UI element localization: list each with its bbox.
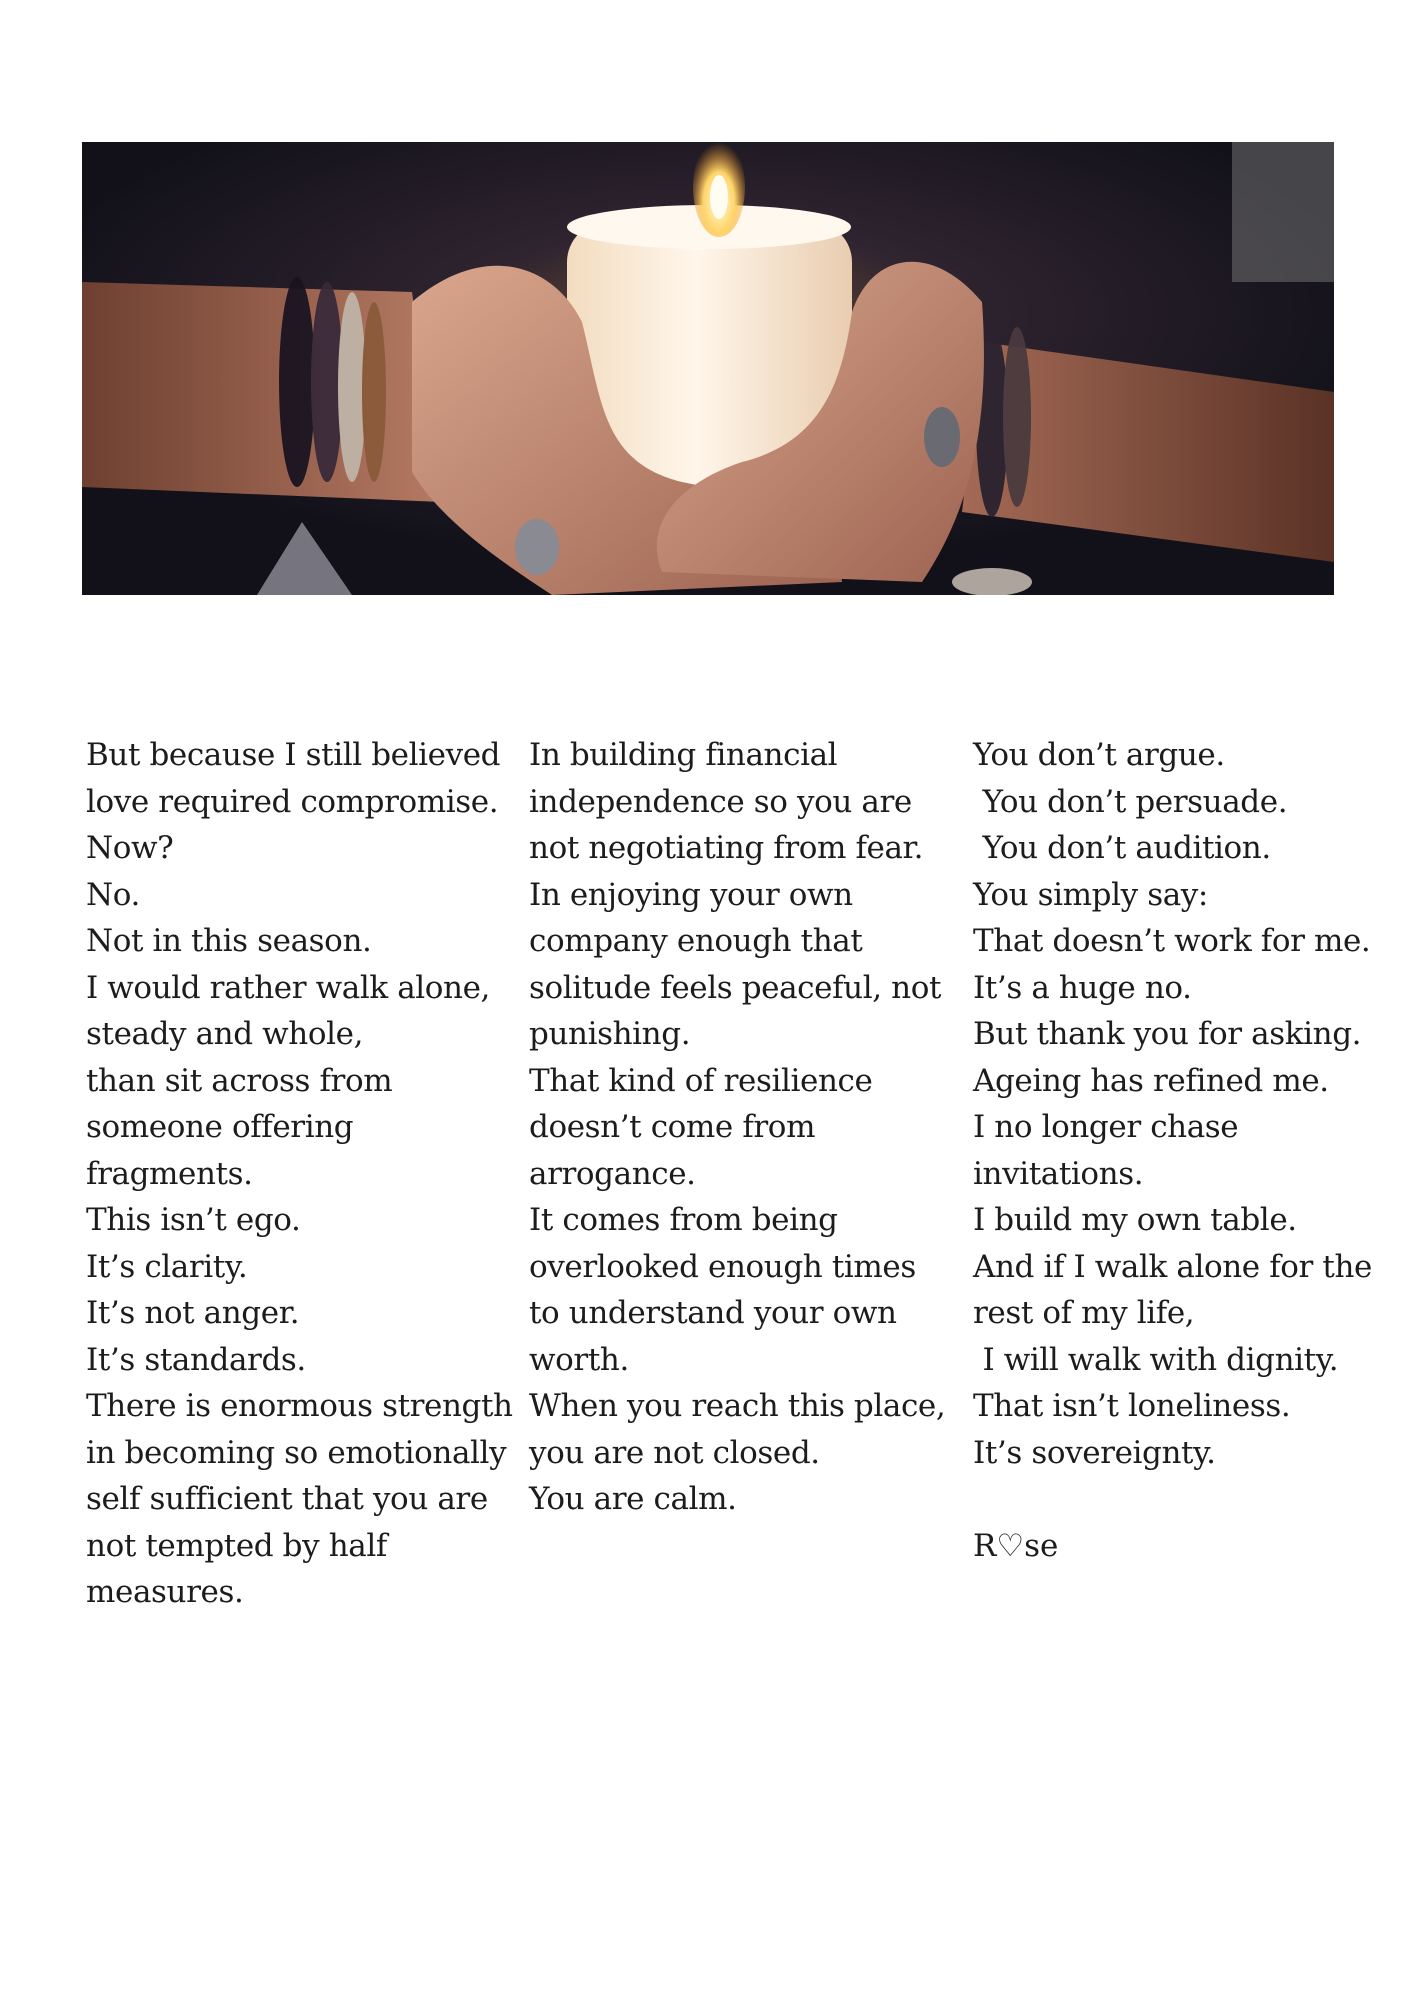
text-line: self sufficient that you are [86, 1481, 488, 1517]
text-line: But because I still believed [86, 737, 501, 773]
text-line: You are calm. [529, 1481, 737, 1517]
text-line: You don’t argue. [973, 737, 1225, 773]
text-columns [86, 732, 1372, 1632]
text-line: than sit across from [86, 1062, 393, 1099]
candle-photo-illustration [82, 142, 1334, 595]
text-line: invitations. [973, 1155, 1144, 1192]
text-line: not tempted by half [86, 1527, 387, 1564]
text-line: Ageing has refined me. [973, 1062, 1329, 1099]
text-line: Now? [86, 830, 174, 866]
text-line: That kind of resilience [529, 1062, 873, 1099]
text-line: I would rather walk alone, [86, 969, 491, 1006]
text-line: company enough that [529, 923, 863, 959]
text-line: punishing. [529, 1016, 691, 1052]
text-line: That isn’t loneliness. [973, 1388, 1291, 1424]
candle-hands-photo [82, 142, 1334, 595]
column-3 [973, 732, 1393, 1569]
text-line: I build my own table. [973, 1202, 1297, 1238]
text-line: In enjoying your own [529, 876, 853, 913]
text-line: solitude feels peaceful, not [529, 969, 942, 1006]
text-line: steady and whole, [86, 1016, 364, 1052]
text-line: overlooked enough times [529, 1248, 916, 1285]
blank-line [973, 1476, 1393, 1523]
text-line: This isn’t ego. [86, 1202, 301, 1238]
text-line: you are not closed. [529, 1434, 820, 1471]
text-line: It’s standards. [86, 1341, 306, 1378]
text-line: love required compromise. [86, 783, 499, 820]
text-line: in becoming so emotionally [86, 1434, 507, 1471]
text-line: It comes from being [529, 1202, 838, 1238]
text-line: doesn’t come from [529, 1109, 816, 1145]
text-line: measures. [86, 1574, 244, 1610]
text-line: You simply say: [973, 876, 1208, 913]
column-1 [86, 732, 513, 1616]
text-line: When you reach this place, [529, 1388, 946, 1424]
text-line: someone offering [86, 1109, 354, 1145]
text-line: That doesn’t work for me. [973, 923, 1371, 959]
text-line: not negotiating from fear. [529, 830, 924, 866]
text-line: And if I walk alone for the [973, 1248, 1372, 1285]
text-line: I no longer chase [973, 1109, 1239, 1145]
text-line: It’s clarity. [86, 1248, 248, 1285]
text-line: In building financial [529, 737, 838, 773]
text-line: You don’t persuade. [973, 783, 1288, 820]
text-line: I will walk with dignity. [973, 1341, 1339, 1378]
text-line: independence so you are [529, 783, 912, 820]
text-line: fragments. [86, 1155, 253, 1192]
text-line: But thank you for asking. [973, 1016, 1362, 1052]
text-line: It’s not anger. [86, 1295, 300, 1331]
text-line: It’s a huge no. [973, 969, 1192, 1006]
text-line: No. [86, 876, 140, 913]
text-line: You don’t audition. [973, 830, 1271, 866]
text-line: There is enormous strength [86, 1388, 513, 1424]
text-line: to understand your own [529, 1295, 897, 1331]
text-line: It’s sovereignty. [973, 1434, 1216, 1471]
signature: R♡se [973, 1527, 1059, 1564]
column-2 [529, 732, 949, 1523]
text-line: worth. [529, 1341, 629, 1378]
text-line: Not in this season. [86, 923, 372, 959]
text-line: rest of my life, [973, 1295, 1195, 1331]
text-line: arrogance. [529, 1155, 696, 1192]
